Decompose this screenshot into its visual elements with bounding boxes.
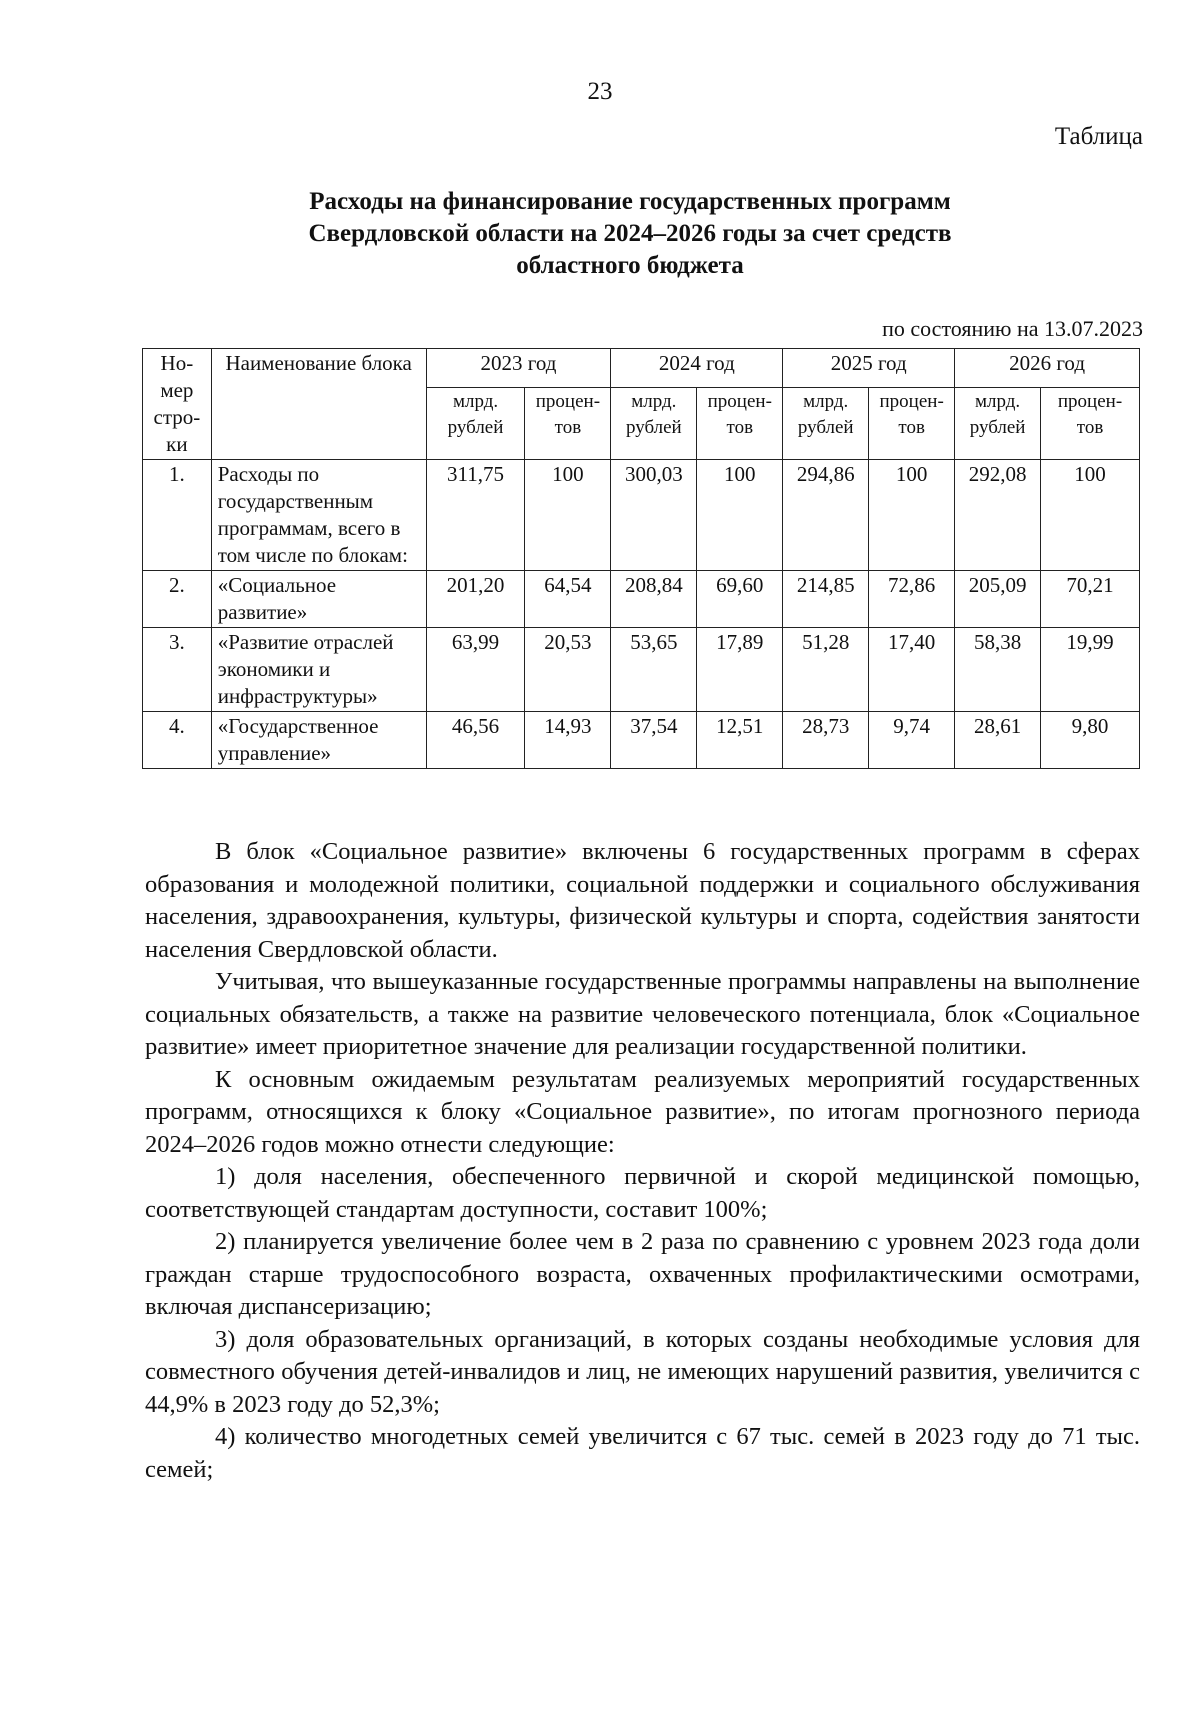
value-2025-percent: 100 [869, 460, 955, 571]
value-2023-percent: 14,93 [525, 712, 611, 769]
value-2026-percent: 9,80 [1041, 712, 1140, 769]
row-block-name: «Государственное управление» [211, 712, 426, 769]
paragraph: В блок «Социальное развитие» включены 6 государственных программ в сферах образования и молодежной политики, социальной поддержки и социального обслуживания населения, здравоохранения, культуры, физической культуры и спорта, содействия занятости населения Свердловской области. [145, 838, 1140, 963]
value-2024-billion: 37,54 [611, 712, 697, 769]
value-2026-billion: 205,09 [955, 571, 1041, 628]
row-block-name: «Социальное развитие» [211, 571, 426, 628]
header-unit-percent: процен-тов [1041, 388, 1140, 460]
value-2024-percent: 69,60 [697, 571, 783, 628]
value-2023-percent: 20,53 [525, 628, 611, 712]
paragraph: Учитывая, что вышеуказанные государственные программы направлены на выполнение социальных обязательств, а также на развитие человеческого потенциала, блок «Социальное развитие» имеет приоритетное значение для реализации государственной политики. [145, 968, 1140, 1060]
value-2025-billion: 214,85 [783, 571, 869, 628]
as-of-date: по состоянию на 13.07.2023 [882, 316, 1143, 341]
value-2025-billion: 28,73 [783, 712, 869, 769]
header-unit-percent: процен-тов [525, 388, 611, 460]
value-2024-percent: 100 [697, 460, 783, 571]
value-2025-percent: 17,40 [869, 628, 955, 712]
table-row [143, 460, 1140, 571]
header-unit-percent: процен-тов [697, 388, 783, 460]
list-item-paragraph: 3) доля образовательных организаций, в которых созданы необходимые условия для совместного обучения детей-инвалидов и лиц, не имеющих нарушений развития, увеличится с 44,9% в 2023 году до 52,3%; [145, 1325, 1140, 1418]
title-line-3: областного бюджета [516, 252, 744, 279]
title-line-2: Свердловской области на 2024–2026 годы за счет средств [308, 220, 952, 247]
table-row [143, 571, 1140, 628]
header-row-number: Но-мер стро-ки [143, 349, 212, 460]
row-number: 1. [143, 460, 212, 571]
header-unit-billion: млрд. рублей [611, 388, 697, 460]
row-block-name: «Развитие отраслей экономики и инфраструктуры» [211, 628, 426, 712]
value-2024-billion: 53,65 [611, 628, 697, 712]
value-2025-billion: 51,28 [783, 628, 869, 712]
list-item-paragraph: 2) планируется увеличение более чем в 2 раза по сравнению с уровнем 2023 года доли граждан старше трудоспособного возраста, охваченных профилактическими осмотрами, включая диспансеризацию; [145, 1228, 1140, 1320]
header-block-name: Наименование блока [211, 349, 426, 460]
header-year-2023: 2023 год [426, 349, 611, 388]
header-unit-billion: млрд. рублей [783, 388, 869, 460]
header-unit-percent: процен-тов [869, 388, 955, 460]
budget-table [142, 348, 1140, 769]
header-year-2025: 2025 год [783, 349, 955, 388]
body-text [145, 836, 1140, 1486]
header-unit-billion: млрд. рублей [955, 388, 1041, 460]
title-line-1: Расходы на финансирование государственных программ [309, 188, 951, 215]
value-2026-billion: 28,61 [955, 712, 1041, 769]
value-2023-percent: 64,54 [525, 571, 611, 628]
header-year-2024: 2024 год [611, 349, 783, 388]
value-2024-percent: 17,89 [697, 628, 783, 712]
value-2023-billion: 201,20 [426, 571, 525, 628]
value-2025-percent: 9,74 [869, 712, 955, 769]
table-header-row-years [143, 349, 1140, 388]
value-2025-percent: 72,86 [869, 571, 955, 628]
value-2026-billion: 58,38 [955, 628, 1041, 712]
value-2026-billion: 292,08 [955, 460, 1041, 571]
list-item-paragraph: 1) доля населения, обеспеченного первичной и скорой медицинской помощью, соответствующей стандартам доступности, составит 100%; [145, 1163, 1140, 1223]
value-2025-billion: 294,86 [783, 460, 869, 571]
page-number: 23 [587, 78, 613, 105]
table-row [143, 628, 1140, 712]
header-year-2026: 2026 год [955, 349, 1140, 388]
value-2026-percent: 100 [1041, 460, 1140, 571]
value-2024-billion: 208,84 [611, 571, 697, 628]
value-2024-billion: 300,03 [611, 460, 697, 571]
table-title [190, 186, 1070, 282]
table-row [143, 712, 1140, 769]
row-number: 2. [143, 571, 212, 628]
value-2024-percent: 12,51 [697, 712, 783, 769]
table-label: Таблица [1054, 123, 1143, 150]
value-2023-billion: 63,99 [426, 628, 525, 712]
value-2023-billion: 46,56 [426, 712, 525, 769]
value-2023-billion: 311,75 [426, 460, 525, 571]
row-number: 4. [143, 712, 212, 769]
value-2023-percent: 100 [525, 460, 611, 571]
list-item-paragraph: 4) количество многодетных семей увеличится с 67 тыс. семей в 2023 году до 71 тыс. семей; [145, 1423, 1140, 1483]
row-block-name: Расходы по государственным программам, всего в том числе по блокам: [211, 460, 426, 571]
row-number: 3. [143, 628, 212, 712]
paragraph: К основным ожидаемым результатам реализуемых мероприятий государственных программ, относящихся к блоку «Социальное развитие», по итогам прогнозного периода 2024–2026 годов можно отнести следующие: [145, 1065, 1140, 1158]
value-2026-percent: 19,99 [1041, 628, 1140, 712]
value-2026-percent: 70,21 [1041, 571, 1140, 628]
header-unit-billion: млрд. рублей [426, 388, 525, 460]
